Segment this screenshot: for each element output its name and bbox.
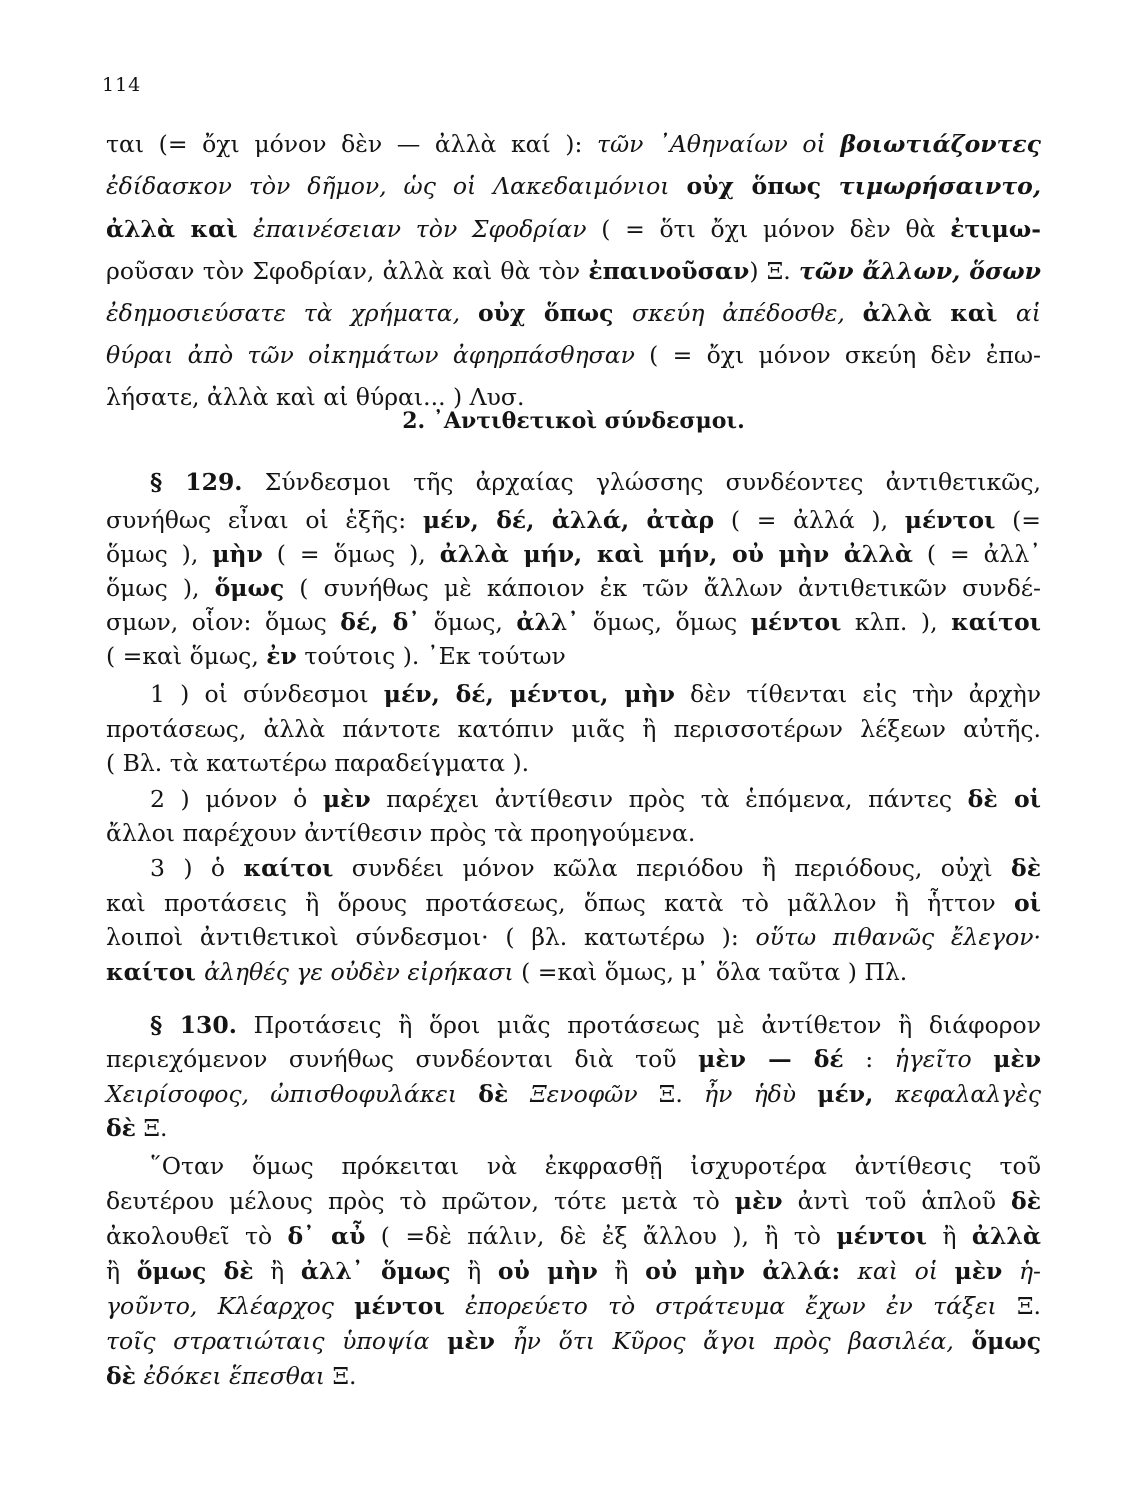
list-item-line	[150, 851, 1041, 885]
text-segment: ( = ἀλλά ),	[714, 506, 905, 534]
text-segment: ὅμως δὲ	[136, 1257, 254, 1285]
text-segment: δὲ	[1011, 854, 1041, 882]
text-segment: καὶ προτάσεις ἢ ὅρους προτάσεως, ὅπως κατὰ τὸ μᾶλλον ἢ ἧττον	[106, 889, 1014, 917]
text-segment: λήσατε, ἀλλὰ καὶ αἱ θύραι... ) Λυσ.	[106, 383, 525, 411]
text-segment: οὕτω πιθανῶς ἔλεγον·	[755, 923, 1041, 951]
text-segment: ἦν ὅτι Κῦρος ἄγοι πρὸς βασιλέα,	[494, 1327, 972, 1355]
text-segment: ἐδόκει ἕπεσθαι	[135, 1362, 325, 1390]
text-segment: τούτοις ). ᾿Εκ τούτων	[296, 642, 566, 670]
text-segment: ἐπαινέσειαν τὸν Σφοδρίαν	[253, 215, 587, 243]
text-segment: δὲ	[106, 1362, 136, 1390]
section-number-129: § 129.	[150, 468, 243, 496]
text-segment: ἀλλὰ καὶ	[862, 299, 1016, 327]
text-line	[106, 639, 1041, 673]
text-line	[150, 1008, 1041, 1042]
section-heading: 2. ᾿Αντιθετικοὶ σύνδεσμοι.	[402, 408, 745, 434]
text-segment: λοιποὶ ἀντιθετικοὶ σύνδεσμοι· ( βλ. κατωτέρω ):	[106, 923, 756, 951]
text-segment: ( = ὅτι ὄχι μόνον δὲν θὰ	[586, 215, 951, 243]
text-segment: ἀλλὰ	[971, 1222, 1041, 1250]
text-line	[106, 605, 1041, 639]
text-line	[106, 1254, 1041, 1288]
text-segment: τῶν ἄλλων, ὅσων	[799, 257, 1041, 285]
text-segment: ἀλλ᾿	[516, 608, 580, 636]
text-segment: σμων, οἷον: ὅμως	[106, 608, 341, 636]
text-segment: ῞Οταν ὅμως πρόκειται νὰ ἐκφρασθῇ ἰσχυροτέρα ἀντίθεσις τοῦ	[150, 1152, 1041, 1180]
text-segment: γοῦντο, Κλέαρχος	[106, 1292, 355, 1320]
text-segment: ἐδημοσιεύσατε τὰ χρήματα,	[106, 299, 478, 327]
text-segment: συνήθως εἶναι οἱ ἑξῆς:	[106, 506, 423, 534]
text-segment: ( συνήθως μὲ κάποιον ἐκ τῶν ἄλλων ἀντιθετικῶν συνδέ-	[284, 574, 1041, 602]
text-segment: κεφαλαλγὲς	[895, 1080, 1041, 1108]
text-segment: 1 ) οἱ σύνδεσμοι	[150, 680, 384, 708]
text-segment: οὐχ ὅπως	[477, 299, 633, 327]
text-segment: δὲ	[106, 1114, 136, 1142]
text-line	[106, 1111, 1041, 1145]
text-segment: Ξ.	[637, 1080, 705, 1108]
text-segment: ἐπορεύετο τὸ στράτευμα ἔχων ἐν τάξει	[444, 1292, 997, 1320]
text-segment: ὅμως ),	[106, 540, 213, 568]
text-segment: βοιωτιάζοντες	[840, 130, 1041, 158]
text-segment: μέντοι	[904, 506, 996, 534]
text-line	[106, 537, 1041, 571]
text-segment: ἀντὶ τοῦ ἁπλοῦ	[782, 1187, 1012, 1215]
text-segment: μέντοι	[750, 608, 842, 636]
text-segment: τῶν ᾿Αθηναίων οἱ	[597, 130, 841, 158]
text-line	[106, 1289, 1041, 1323]
text-segment: ἐδίδασκον τὸν δῆμον, ὡς οἱ Λακεδαιμόνιοι	[106, 172, 687, 200]
text-segment: οὐχ ὅπως	[686, 172, 839, 200]
text-segment: Ξ.	[135, 1114, 168, 1142]
text-segment: ἢ	[450, 1257, 498, 1285]
text-segment: Ξενοφῶν	[530, 1080, 638, 1108]
text-segment: δὲ οἱ	[967, 785, 1041, 813]
text-segment: παρέχει ἀντίθεσιν πρὸς τὰ ἑπόμενα, πάντες	[370, 785, 968, 813]
text-segment: δ᾿ αὖ	[287, 1222, 366, 1250]
text-segment: μὴν	[212, 540, 263, 568]
text-segment: 3 ) ὁ	[150, 854, 244, 882]
text-segment: δὲ	[478, 1080, 531, 1108]
text-segment: ται (= ὄχι μόνον δὲν — ἀλλὰ καί ):	[106, 130, 597, 158]
text-segment: Προτάσεις ἢ ὅροι μιᾶς προτάσεως μὲ ἀντίθετον ἢ διάφορον	[236, 1011, 1041, 1039]
text-line	[106, 503, 1041, 537]
text-segment: μέν, δέ, μέντοι, μὴν	[383, 680, 675, 708]
text-segment: μέν,	[817, 1080, 896, 1108]
text-segment: μὲν	[322, 785, 371, 813]
text-segment: τοῖς στρατιώταις ὑποψία	[106, 1327, 448, 1355]
text-segment: ( = ἀλλ᾿	[912, 540, 1041, 568]
text-segment: ὅμως	[971, 1327, 1041, 1355]
text-segment: δὲ	[1011, 1187, 1041, 1215]
text-line	[106, 1359, 1041, 1393]
text-segment: Σύνδεσμοι τῆς ἀρχαίας γλώσσης συνδέοντες ἀντιθετικῶς,	[242, 468, 1041, 496]
text-segment: ἢ	[597, 1257, 646, 1285]
text-segment: καίτοι	[951, 608, 1042, 636]
text-segment: μὲν — δέ	[698, 1045, 844, 1073]
text-line	[106, 254, 1041, 288]
text-segment: μέντοι	[354, 1292, 445, 1320]
list-item-line	[150, 677, 1041, 711]
text-segment: ( =καὶ ὅμως,	[106, 642, 267, 670]
text-segment: ἢ	[927, 1222, 972, 1250]
text-segment: κλπ. ),	[841, 608, 952, 636]
text-segment: μὲν	[993, 1045, 1041, 1073]
text-segment: ( =δὲ πάλιν, δὲ ἐξ ἄλλου ), ἢ τὸ	[365, 1222, 837, 1250]
text-segment: καὶ οἱ	[857, 1257, 955, 1285]
text-segment: ἐν	[266, 642, 297, 670]
text-segment: ἡγεῖτο	[894, 1045, 994, 1073]
text-segment: ἀληθές γε οὐδὲν εἰρήκασι	[204, 958, 514, 986]
text-line	[106, 169, 1041, 203]
page-number: 114	[102, 74, 142, 96]
text-segment: ( = ὅμως ),	[262, 540, 440, 568]
text-segment: αἱ	[1015, 299, 1042, 327]
text-segment: δευτέρου μέλους πρὸς τὸ πρῶτον, τότε μετὰ τὸ	[106, 1187, 735, 1215]
text-segment: μέντοι	[836, 1222, 928, 1250]
text-segment: Ξ.	[996, 1292, 1041, 1320]
text-line	[106, 1219, 1041, 1253]
list-item-line	[106, 955, 1041, 989]
text-line	[106, 296, 1041, 330]
list-item-line	[106, 712, 1041, 746]
list-item-line	[106, 920, 1041, 954]
text-segment: ( Βλ. τὰ κατωτέρω παραδείγματα ).	[106, 749, 530, 777]
text-segment: δέ, δ᾿	[340, 608, 421, 636]
text-line	[150, 465, 1041, 499]
list-item-line	[150, 782, 1041, 816]
text-segment: οὐ μὴν	[497, 1257, 598, 1285]
text-segment: μέν, δέ, ἀλλά, ἀτὰρ	[422, 506, 715, 534]
text-segment: ἀλλὰ μήν, καὶ μήν, οὐ μὴν ἀλλὰ	[439, 540, 913, 568]
text-segment: 2 ) μόνον ὁ	[150, 785, 323, 813]
text-segment: ὅμως,	[420, 608, 517, 636]
text-segment: δὲν τίθενται εἰς τὴν ἀρχὴν	[674, 680, 1041, 708]
text-segment: ὅμως ),	[106, 574, 215, 602]
text-segment: ) Ξ.	[749, 257, 799, 285]
list-item-line	[106, 746, 1041, 780]
text-segment: ἦν ἡδὺ	[704, 1080, 818, 1108]
text-segment: τιμωρήσαιντο,	[838, 172, 1041, 200]
list-item-line	[106, 816, 1041, 850]
text-line	[106, 1324, 1041, 1358]
text-segment: ἀλλὰ καὶ	[106, 215, 254, 243]
text-segment: ἀκολουθεῖ τὸ	[106, 1222, 288, 1250]
text-line	[106, 127, 1041, 161]
text-line	[106, 338, 1041, 372]
text-segment: ἢ	[253, 1257, 301, 1285]
text-segment: προτάσεως, ἀλλὰ πάντοτε κατόπιν μιᾶς ἢ περισσοτέρων λέξεων αὐτῆς.	[106, 715, 1041, 743]
text-line	[106, 1077, 1041, 1111]
text-segment: ἄλλοι παρέχουν ἀντίθεσιν πρὸς τὰ προηγούμενα.	[106, 819, 696, 847]
text-segment: σκεύη ἀπέδοσθε,	[632, 299, 863, 327]
text-segment: ἐπαινοῦσαν	[588, 257, 750, 285]
text-line	[106, 212, 1041, 246]
text-segment: θύραι ἀπὸ τῶν οἰκημάτων ἀφηρπάσθησαν	[106, 341, 635, 369]
text-segment: ἐτιμω-	[950, 215, 1041, 243]
text-line	[106, 1042, 1041, 1076]
text-segment: ( =καὶ ὅμως, μ᾿ ὅλα ταῦτα ) Πλ.	[513, 958, 908, 986]
text-segment: ἡ-	[1002, 1257, 1041, 1285]
text-segment: μὲν	[447, 1327, 495, 1355]
text-segment: ροῦσαν τὸν Σφοδρίαν, ἀλλὰ καὶ θὰ τὸν	[106, 257, 589, 285]
text-segment: οἱ	[1013, 889, 1041, 917]
text-segment: καίτοι	[106, 958, 205, 986]
text-segment: Χειρίσοφος, ὠπισθοφυλάκει	[106, 1080, 479, 1108]
text-segment: οὐ μὴν ἀλλά:	[645, 1257, 858, 1285]
text-line	[106, 1184, 1041, 1218]
text-segment: ἀλλ᾿ ὅμως	[300, 1257, 451, 1285]
text-segment: καίτοι	[243, 854, 334, 882]
text-line	[106, 571, 1041, 605]
text-segment: (=	[995, 506, 1041, 534]
text-segment: ( = ὄχι μόνον σκεύη δὲν ἐπω-	[634, 341, 1041, 369]
text-segment: :	[843, 1045, 895, 1073]
list-item-line	[106, 886, 1041, 920]
text-segment: συνδέει μόνον κῶλα περιόδου ἢ περιόδους, οὐχὶ	[333, 854, 1012, 882]
section-number-130: § 130.	[150, 1011, 237, 1039]
text-segment: Ξ.	[325, 1362, 357, 1390]
text-segment: μὲν	[734, 1187, 783, 1215]
text-segment: περιεχόμενον συνήθως συνδέονται διὰ τοῦ	[106, 1045, 699, 1073]
text-segment: ὅμως	[214, 574, 285, 602]
text-line	[150, 1149, 1041, 1183]
text-segment: ἢ	[106, 1257, 137, 1285]
text-segment: ὅμως, ὅμως	[579, 608, 751, 636]
text-segment: μὲν	[954, 1257, 1003, 1285]
